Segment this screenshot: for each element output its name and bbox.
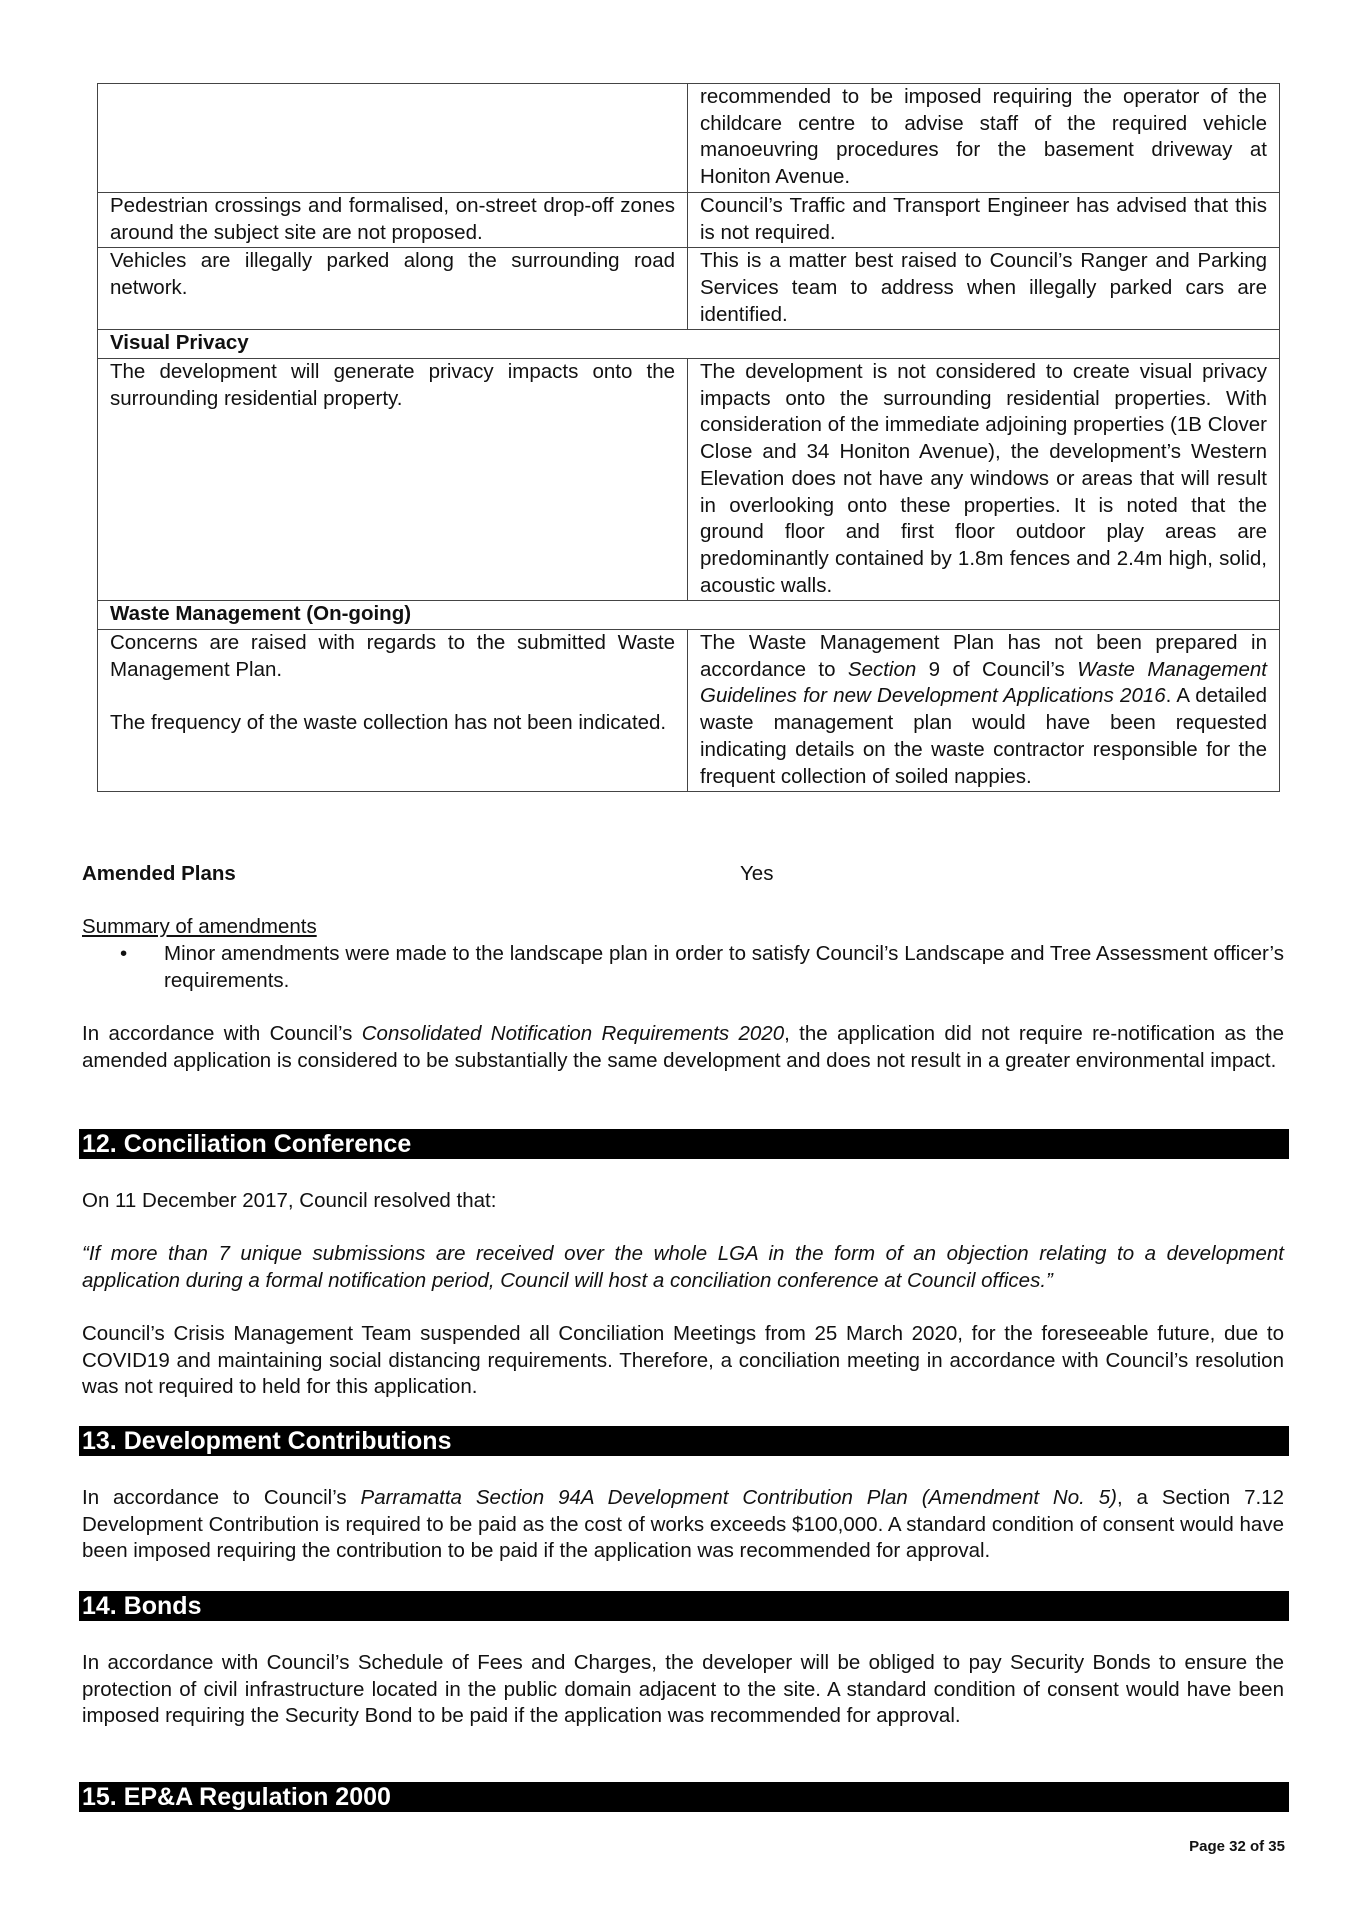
issue-cell	[98, 630, 688, 792]
response-cell: recommended to be imposed requiring the operator of the childcare centre to advise staff of the required vehicle manoeuvring procedures for the basement driveway at Honiton Avenue.	[688, 84, 1280, 193]
table-row	[98, 248, 1280, 330]
table-row	[98, 192, 1280, 247]
section-12-paragraph: Council’s Crisis Management Team suspended all Conciliation Meetings from 25 March 2020, for the foreseeable future, due to COVID19 and maintaining social distancing requirements. Therefore, a conciliation meeting in accordance with Council’s resolution was not required to held for this application.	[82, 1322, 1284, 1399]
bullet-glyph: •	[120, 942, 128, 965]
issue-cell: Vehicles are illegally parked along the surrounding road network.	[98, 248, 688, 330]
page-number: Page 32 of 35	[1189, 1838, 1285, 1855]
amended-plans-label: Amended Plans	[82, 862, 236, 885]
paragraph-text: In accordance with Council’s	[82, 1022, 362, 1045]
table-section-row	[98, 330, 1280, 359]
response-text-italic: Waste Management Guidelines for new Development Applications 2016	[700, 657, 1267, 708]
section-13-heading: 13. Development Contributions	[79, 1426, 1289, 1456]
response-text: The Waste Management Plan has not been prepared in accordance to	[700, 631, 1267, 681]
section-12-quote: “If more than 7 unique submissions are received over the whole LGA in the form of an objection relating to a development application during a formal notification period, Council will host a conciliation conference at Council offices.”	[82, 1242, 1284, 1292]
issue-cell: The development will generate privacy impacts onto the surrounding residential property.	[98, 359, 688, 601]
response-cell: This is a matter best raised to Council’s Ranger and Parking Services team to address when illegally parked cars are identified.	[688, 248, 1280, 330]
section-14-paragraph: In accordance with Council’s Schedule of Fees and Charges, the developer will be obliged to pay Security Bonds to ensure the protection of civil infrastructure located in the public domain adjacent to the site. A standard condition of consent would have been imposed requiring the Security Bond to be paid if the application was recommended for approval.	[82, 1651, 1284, 1728]
response-cell	[688, 630, 1280, 792]
response-text: . A detailed waste management plan would have been requested indicating details on the waste contractor responsible for the frequent collection of soiled nappies.	[700, 684, 1268, 788]
table-row	[98, 630, 1280, 792]
section-12-heading: 12. Conciliation Conference	[79, 1129, 1289, 1159]
issue-text: The frequency of the waste collection has not been indicated.	[110, 711, 667, 735]
issue-text: Concerns are raised with regards to the submitted Waste Management Plan.	[110, 631, 675, 681]
response-cell: The development is not considered to create visual privacy impacts onto the surrounding residential properties. With consideration of the immediate adjoining properties (1B Clover Close and 34 Honiton Avenue), the development’s Western Elevation does not have any windows or areas that will result in overlooking onto these properties. It is noted that the ground floor and first floor outdoor play areas are predominantly contained by 1.8m fences and 2.4m high, solid, acoustic walls.	[688, 359, 1280, 601]
response-text: 9 of Council’s	[916, 657, 1078, 681]
section-15-heading: 15. EP&A Regulation 2000	[79, 1782, 1289, 1812]
paragraph-text: , the application did not require re-notification as the amended application is considered to be substantially the same development and does not result in a greater environmental impact.	[82, 1022, 1285, 1072]
section-12-intro: On 11 December 2017, Council resolved that:	[82, 1189, 497, 1212]
amended-plans-value: Yes	[740, 862, 774, 885]
table-section-row	[98, 601, 1280, 630]
paragraph-text: , a Section 7.12 Development Contribution is required to be paid as the cost of works exceeds $100,000. A standard condition of consent would have been imposed requiring the contribution to be paid if the application was recommended for approval.	[82, 1486, 1284, 1563]
list-item-text: Minor amendments were made to the landscape plan in order to satisfy Council’s Landscape and Tree Assessment officer’s requirements.	[164, 942, 1284, 992]
section-heading-waste-management: Waste Management (On-going)	[98, 601, 1280, 630]
notification-paragraph	[82, 1021, 1284, 1074]
issue-cell	[98, 84, 688, 193]
paragraph-text: In accordance to Council’s	[82, 1486, 361, 1509]
section-heading-visual-privacy: Visual Privacy	[98, 330, 1280, 359]
submissions-table	[97, 83, 1280, 792]
section-14-heading: 14. Bonds	[79, 1591, 1289, 1621]
response-cell: Council’s Traffic and Transport Engineer has advised that this is not required.	[688, 192, 1280, 247]
summary-heading: Summary of amendments	[82, 915, 317, 938]
list-item	[120, 941, 1284, 994]
paragraph-text-italic: Consolidated Notification Requirements 2020	[361, 1022, 785, 1045]
table-row	[98, 84, 1280, 193]
response-text-italic: Section	[847, 657, 917, 681]
table-row	[98, 359, 1280, 601]
section-13-paragraph	[82, 1485, 1284, 1565]
issue-cell: Pedestrian crossings and formalised, on-street drop-off zones around the subject site are not proposed.	[98, 192, 688, 247]
paragraph-text-italic: Parramatta Section 94A Development Contribution Plan (Amendment No. 5)	[360, 1486, 1117, 1509]
